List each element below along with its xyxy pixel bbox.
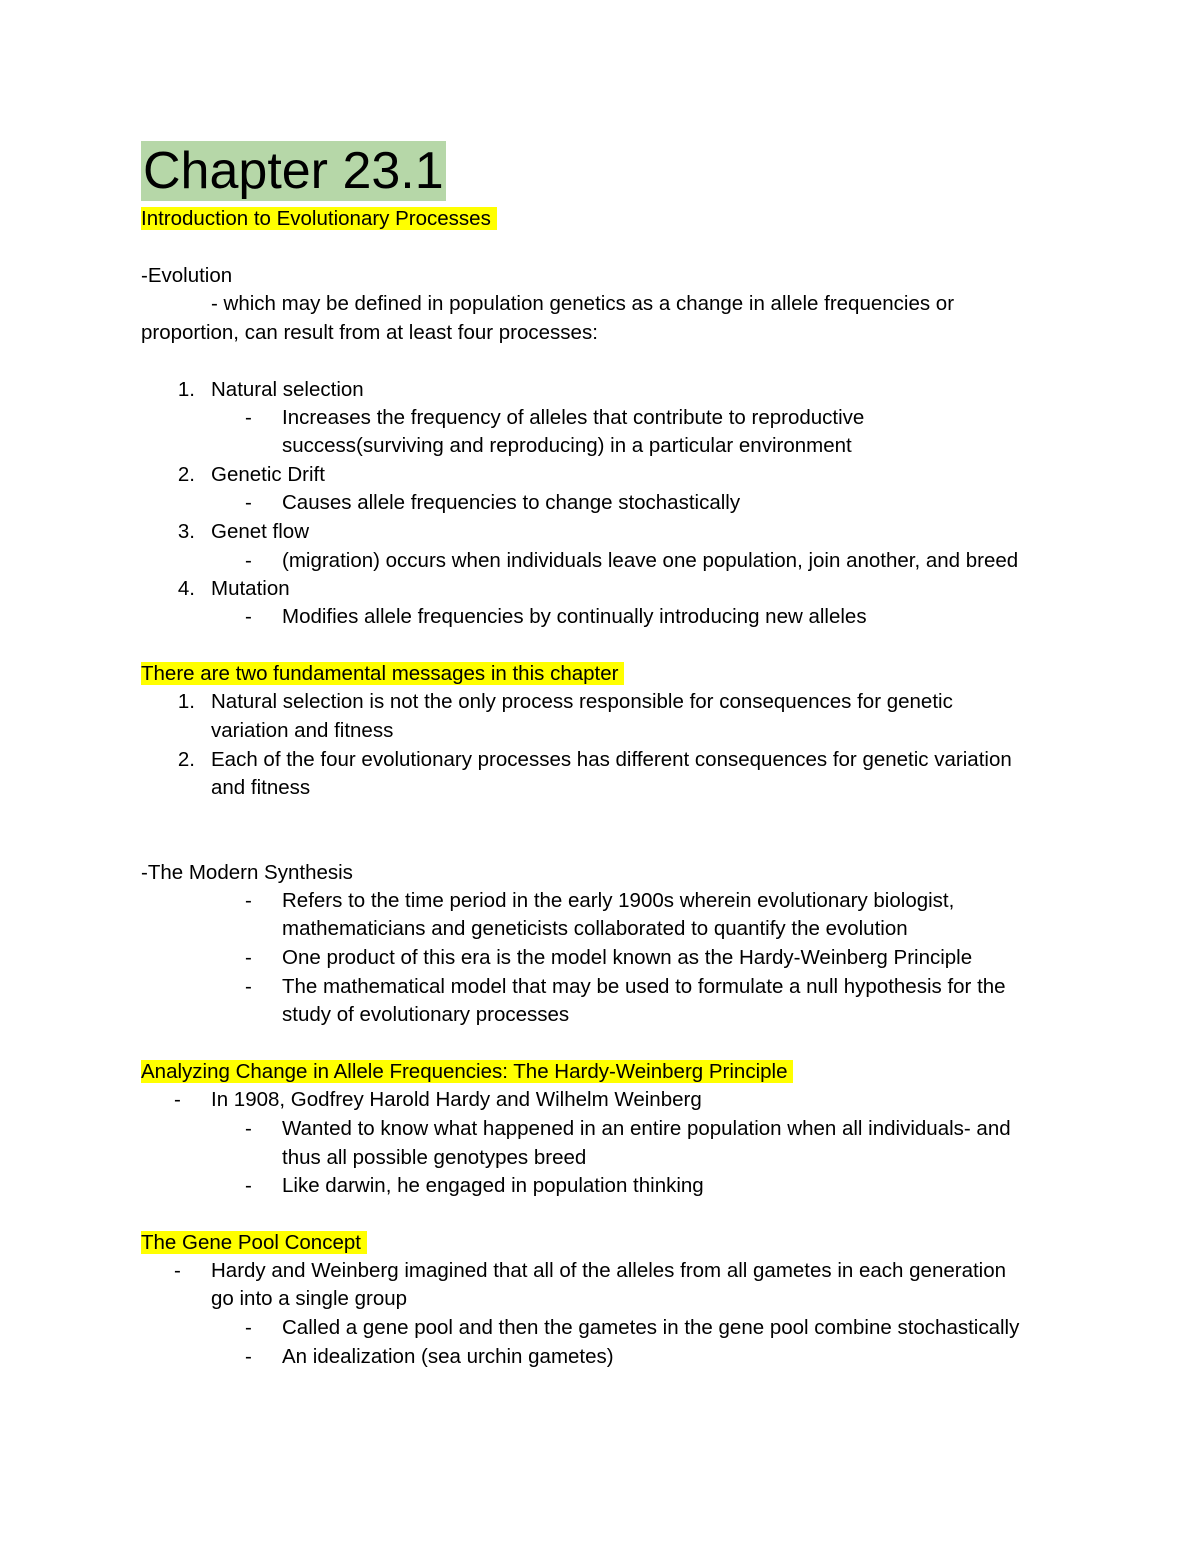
hardy-weinberg-sub-bullet: Like darwin, he engaged in population thinking	[282, 1174, 704, 1197]
dash-bullet: -	[245, 491, 252, 514]
process-label: Natural selection	[211, 378, 364, 401]
process-label: Genet flow	[211, 520, 309, 543]
process-detail: success(surviving and reproducing) in a particular environment	[282, 434, 852, 457]
hardy-weinberg-heading: Analyzing Change in Allele Frequencies: The Hardy-Weinberg Principle	[141, 1060, 793, 1083]
dash-bullet: -	[174, 1088, 181, 1111]
gene-pool-bullet: go into a single group	[211, 1287, 408, 1310]
evolution-definition-line: proportion, can result from at least four processes:	[141, 321, 598, 344]
dash-bullet: -	[245, 406, 252, 429]
message-text: variation and fitness	[211, 719, 394, 742]
synthesis-bullet: One product of this era is the model known as the Hardy-Weinberg Principle	[282, 946, 973, 969]
dash-bullet: -	[245, 1345, 252, 1368]
synthesis-bullet: The mathematical model that may be used to formulate a null hypothesis for the	[282, 975, 1006, 998]
process-detail: (migration) occurs when individuals leave one population, join another, and breed	[282, 549, 1019, 572]
list-number: 2.	[177, 463, 195, 486]
list-number: 2.	[177, 748, 195, 771]
gene-pool-bullet: Hardy and Weinberg imagined that all of the alleles from all gametes in each generation	[211, 1259, 1007, 1282]
hardy-weinberg-sub-bullet: Wanted to know what happened in an entire population when all individuals- and	[282, 1117, 1011, 1140]
process-detail: Causes allele frequencies to change stochastically	[282, 491, 741, 514]
subtitle: Introduction to Evolutionary Processes	[141, 207, 497, 230]
hardy-weinberg-sub-bullet: thus all possible genotypes breed	[282, 1146, 587, 1169]
dash-bullet: -	[245, 946, 252, 969]
process-detail: Modifies allele frequencies by continually introducing new alleles	[282, 605, 867, 628]
dash-bullet: -	[245, 1117, 252, 1140]
evolution-definition-line: - which may be defined in population genetics as a change in allele frequencies or	[211, 292, 955, 315]
dash-bullet: -	[245, 605, 252, 628]
list-number: 1.	[177, 378, 195, 401]
dash-bullet: -	[245, 975, 252, 998]
process-label: Genetic Drift	[211, 463, 325, 486]
page-title: Chapter 23.1	[143, 142, 444, 200]
message-text: Natural selection is not the only process responsible for consequences for genetic	[211, 690, 953, 713]
dash-bullet: -	[174, 1259, 181, 1282]
dash-bullet: -	[245, 1316, 252, 1339]
evolution-heading: -Evolution	[141, 264, 233, 287]
gene-pool-sub-bullet: An idealization (sea urchin gametes)	[282, 1345, 614, 1368]
message-text: Each of the four evolutionary processes has different consequences for genetic variation	[211, 748, 1012, 771]
list-number: 1.	[177, 690, 195, 713]
dash-bullet: -	[245, 889, 252, 912]
message-text: and fitness	[211, 776, 311, 799]
synthesis-bullet: Refers to the time period in the early 1900s wherein evolutionary biologist,	[282, 889, 955, 912]
dash-bullet: -	[245, 1174, 252, 1197]
hardy-weinberg-bullet: In 1908, Godfrey Harold Hardy and Wilhelm Weinberg	[211, 1088, 702, 1111]
modern-synthesis-heading: -The Modern Synthesis	[141, 861, 353, 884]
gene-pool-heading: The Gene Pool Concept	[141, 1231, 367, 1254]
gene-pool-sub-bullet: Called a gene pool and then the gametes in the gene pool combine stochastically	[282, 1316, 1020, 1339]
dash-bullet: -	[245, 549, 252, 572]
list-number: 3.	[177, 520, 195, 543]
process-label: Mutation	[211, 577, 290, 600]
messages-heading: There are two fundamental messages in this chapter	[141, 662, 624, 685]
list-number: 4.	[177, 577, 195, 600]
synthesis-bullet: study of evolutionary processes	[282, 1003, 570, 1026]
process-detail: Increases the frequency of alleles that contribute to reproductive	[282, 406, 865, 429]
synthesis-bullet: mathematicians and geneticists collaborated to quantify the evolution	[282, 917, 908, 940]
